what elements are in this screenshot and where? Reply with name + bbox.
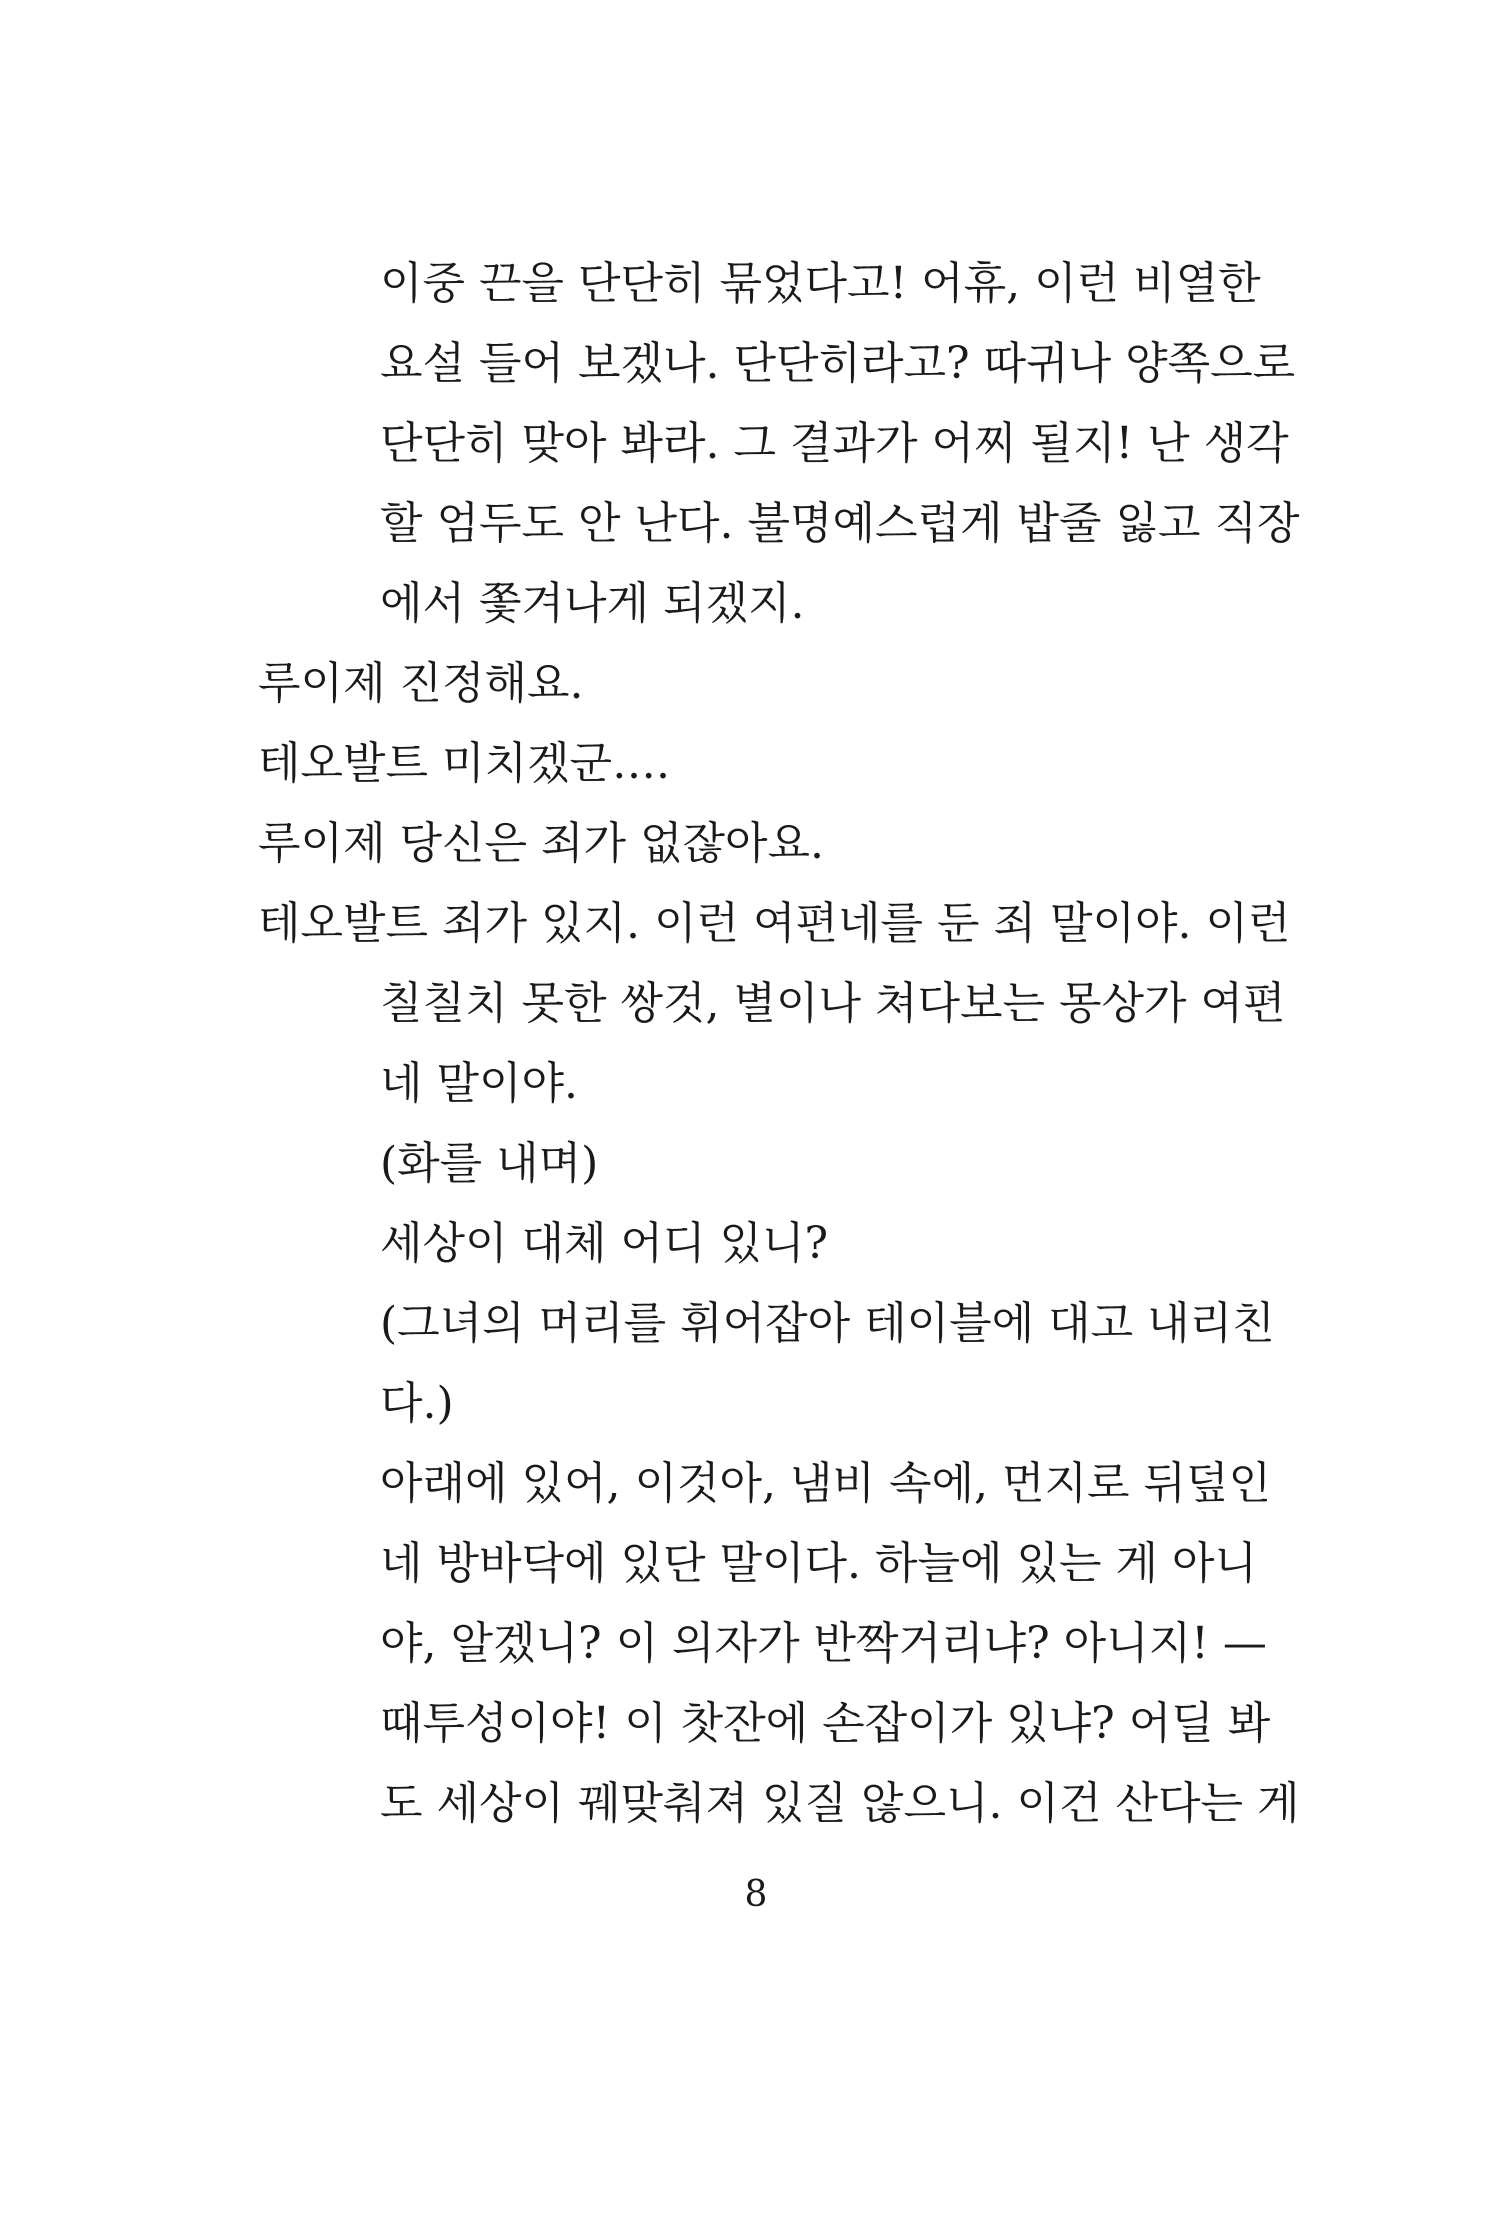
script-line: 아래에 있어, 이것아, 냄비 속에, 먼지로 뒤덮인 bbox=[380, 1458, 1271, 1509]
page-number: 8 bbox=[744, 1874, 768, 1915]
dialogue-line bbox=[258, 814, 824, 874]
stage-direction: (화를 내며) bbox=[380, 1138, 599, 1189]
script-line: 때투성이야! 이 찻잔에 손잡이가 있냐? 어딜 봐 bbox=[380, 1698, 1271, 1749]
speaker-name: 루이제 bbox=[258, 658, 386, 709]
stage-direction: 다.) bbox=[380, 1378, 454, 1429]
script-line: 요설 들어 보겠나. 단단히라고? 따귀나 양쪽으로 bbox=[380, 338, 1296, 389]
stage-direction: (그녀의 머리를 휘어잡아 테이블에 대고 내리친 bbox=[380, 1298, 1275, 1349]
script-line: 네 방바닥에 있단 말이다. 하늘에 있는 게 아니 bbox=[380, 1538, 1257, 1589]
script-line: 단단히 맞아 봐라. 그 결과가 어찌 될지! 난 생각 bbox=[380, 418, 1289, 469]
dialogue-text: 미치겠군…. bbox=[428, 738, 671, 789]
script-line: 에서 쫓겨나게 되겠지. bbox=[380, 578, 805, 629]
script-line: 야, 알겠니? 이 의자가 반짝거리냐? 아니지! — bbox=[380, 1618, 1267, 1669]
dialogue-text: 죄가 있지. 이런 여편네를 둔 죄 말이야. 이런 bbox=[428, 898, 1291, 949]
dialogue-line bbox=[258, 654, 584, 714]
script-line: 도 세상이 꿰맞춰져 있질 않으니. 이건 산다는 게 bbox=[380, 1778, 1300, 1829]
dialogue-text: 당신은 죄가 없잖아요. bbox=[385, 818, 824, 869]
script-line: 이중 끈을 단단히 묶었다고! 어휴, 이런 비열한 bbox=[380, 258, 1261, 309]
speaker-name: 테오발트 bbox=[258, 898, 429, 949]
speaker-name: 테오발트 bbox=[258, 738, 429, 789]
script-line: 칠칠치 못한 쌍것, 별이나 쳐다보는 몽상가 여편 bbox=[380, 978, 1286, 1029]
dialogue-line bbox=[258, 734, 670, 794]
script-line: 세상이 대체 어디 있니? bbox=[380, 1218, 829, 1269]
speaker-name: 루이제 bbox=[258, 818, 386, 869]
dialogue-text: 진정해요. bbox=[385, 658, 584, 709]
script-line: 네 말이야. bbox=[380, 1058, 578, 1109]
script-line: 할 엄두도 안 난다. 불명예스럽게 밥줄 잃고 직장 bbox=[380, 498, 1300, 549]
dialogue-line bbox=[258, 894, 1290, 954]
